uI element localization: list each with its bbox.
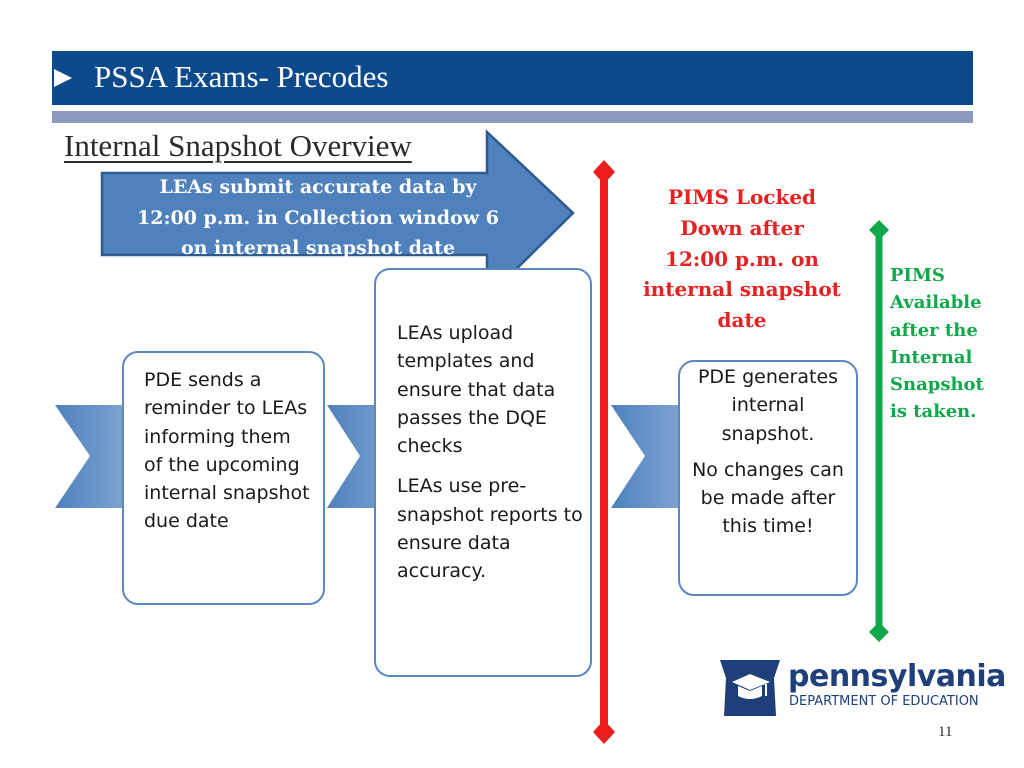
step-text: PDE generates internal snapshot. bbox=[697, 366, 839, 445]
step-text: LEAs use pre-snapshot reports to ensure data accuracy. bbox=[397, 475, 583, 583]
pims-available-label: PIMS Available after the Internal Snapshot is taken. bbox=[890, 265, 984, 423]
callout-line: on internal snapshot date bbox=[180, 237, 456, 259]
page-number: 11 bbox=[938, 724, 953, 740]
step-text: LEAs upload templates and ensure that data passes the DQE checks bbox=[397, 322, 556, 458]
page-title: PSSA Exams- Precodes bbox=[94, 59, 389, 94]
callout-line: LEAs submit accurate data by bbox=[159, 176, 477, 198]
logo-department: DEPARTMENT OF EDUCATION bbox=[789, 694, 979, 709]
step-text: PDE sends a reminder to LEAs informing them of the upcoming internal snapshot due date bbox=[144, 369, 310, 533]
keystone-logo-icon bbox=[716, 656, 784, 720]
step-text: No changes can be made after this time! bbox=[692, 458, 844, 538]
logo-wordmark: pennsylvania bbox=[788, 659, 1006, 694]
available-marker-line bbox=[869, 220, 889, 642]
section-subtitle: Internal Snapshot Overview bbox=[64, 128, 412, 163]
callout-line: 12:00 p.m. in Collection window 6 bbox=[137, 206, 499, 229]
locked-marker-line bbox=[593, 160, 615, 744]
pims-locked-label: PIMS Locked Down after 12:00 p.m. on internal snapshot date bbox=[643, 185, 841, 333]
